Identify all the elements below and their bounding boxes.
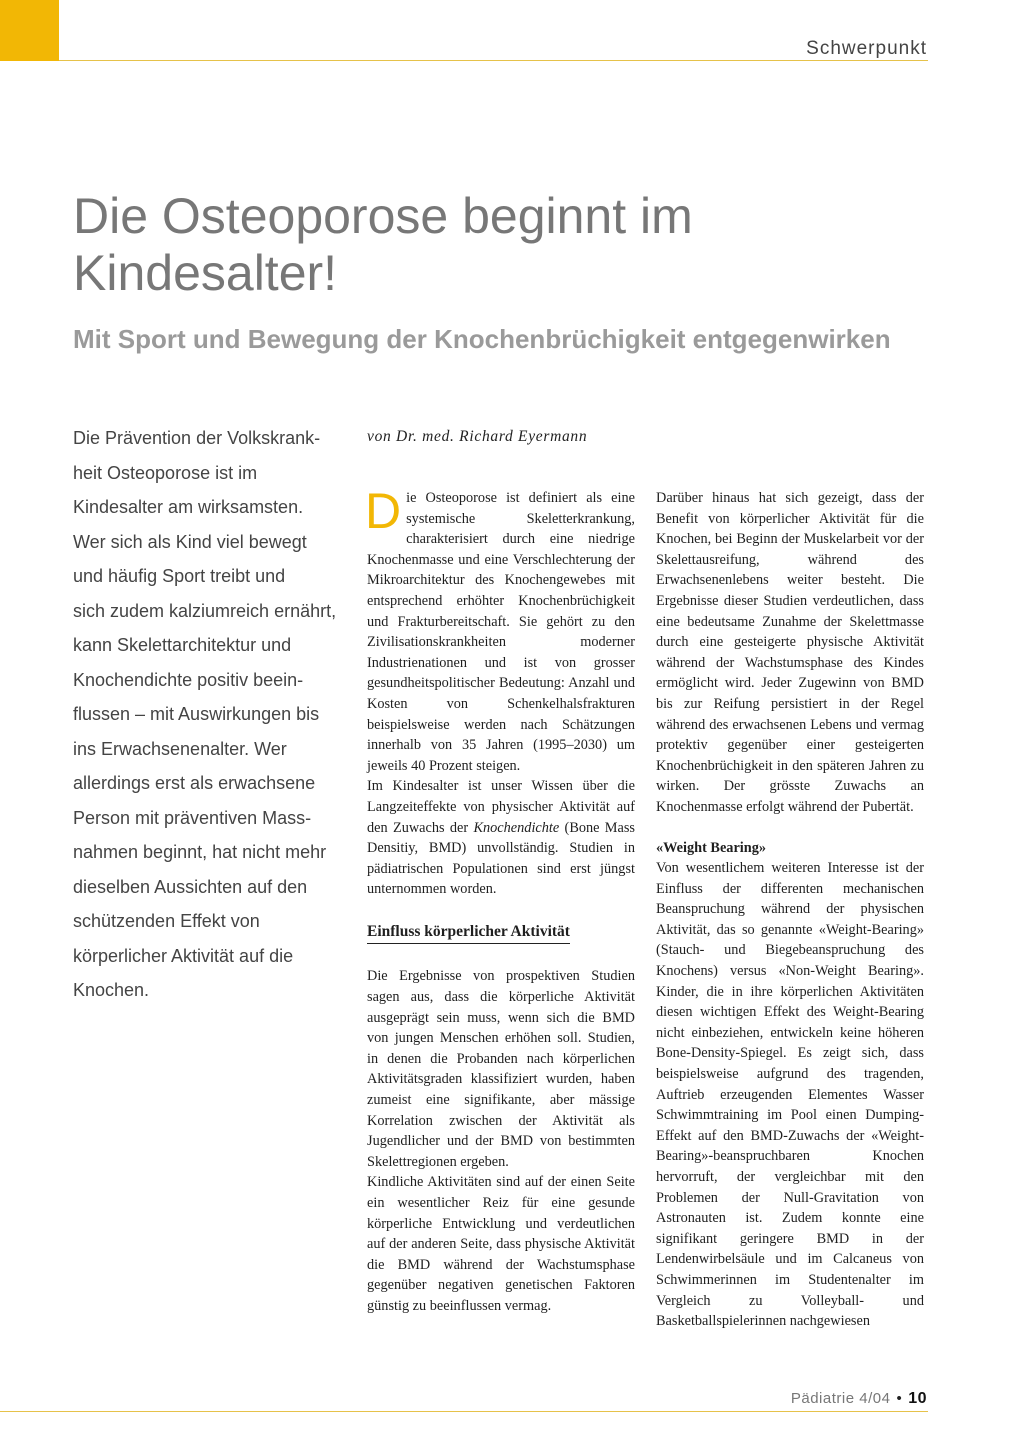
corner-accent-block	[0, 0, 59, 61]
journal-issue: Pädiatrie 4/04	[790, 1390, 891, 1407]
article-subtitle: Mit Sport und Bewegung der Knochenbrüchigkeit entgegenwirken	[73, 324, 891, 354]
body-paragraph: Darüber hinaus hat sich gezeigt, dass der Benefit von körperlicher Aktivität für die Knochen, bei Beginn der Muskelarbeit vor der Skelettausreifung, während des Erwachsenenlebens weiter besteht. Die Ergebnisse dieser Studien verdeutlichen, dass eine bedeutsame Zunahme der Skelettmasse durch eine gesteigerte physische Aktivität während der Wachstumsphase des Kindes ermöglicht wird. Jeder Zugewinn von BMD bis zur Reifung persistiert in der Regel während des erwachsenen Lebens und vermag protektiv gegenüber einer gesteigerten Knochenbrüchigkeit in den späteren Jahren zu wirken. Der grösste Zuwachs an Knochenmasse erfolgt während der Pubertät.	[656, 490, 924, 815]
intro-line: allerdings erst als erwachsene	[73, 773, 316, 793]
section-label: Schwerpunkt	[806, 38, 927, 59]
article-title: Die Osteoporose beginnt im Kindesalter!	[73, 188, 693, 301]
intro-line: und häufig Sport treibt und	[73, 566, 286, 586]
article-column-middle	[365, 483, 635, 1317]
intro-line: Person mit präventiven Mass-	[73, 807, 312, 828]
page-number: 10	[908, 1390, 927, 1407]
intro-line: Kindesalter am wirksamsten.	[73, 497, 304, 517]
section-heading: «Weight Bearing»	[656, 839, 767, 856]
footer-rule	[0, 1411, 928, 1412]
body-paragraph: Die Ergebnisse von prospektiven Studien sagen aus, dass die körperliche Aktivität ausgeprägt sein muss, wenn sich die BMD von jungen Menschen erhöhen soll. Studien, in denen die Probanden nach körperlichen Aktivitätsgraden klassifiziert wurden, haben zumeist eine signifikante, aber mässige Korrelation zwischen der Aktivität als Jugendlicher und der BMD von bestimmten Skelettregionen ergeben.	[367, 968, 635, 1170]
intro-line: heit Osteoporose ist im	[73, 462, 258, 483]
drop-cap: D	[365, 483, 402, 539]
intro-line: kann Skelettarchitektur und	[73, 635, 292, 655]
body-paragraph: Im Kindesalter ist unser Wissen über die Langzeiteffekte von physischer Aktivität auf den Zuwachs der Knochendichte (Bone Mass Densitiy, BMD) unvollständig. Studien in pädiatrischen Populationen sind erst jüngst unternommen worden.	[367, 778, 635, 898]
article-column-right	[656, 488, 924, 1332]
emphasis-term: Knochendichte	[473, 819, 560, 836]
page-footer	[791, 1390, 927, 1408]
bullet-separator: •	[896, 1390, 903, 1407]
intro-line: Die Prävention der Volkskrank-	[73, 428, 321, 448]
author-byline: von Dr. med. Richard Eyermann	[367, 428, 588, 445]
body-paragraph: Kindliche Aktivitäten sind auf der einen Seite ein wesentlicher Reiz für eine gesunde körperliche Entwicklung und verdeutlichen auf der anderen Seite, dass physische Aktivität die BMD während der Wachstumsphase gegenüber negativen genetischen Faktoren günstig zu beeinflussen vermag.	[367, 1174, 635, 1314]
body-paragraph: Die Osteoporose ist definiert als eine systemische Skeletterkrankung, charakterisiert durch eine niedrige Knochenmasse und eine Verschlechterung der Mikroarchitektur des Knochengewebes mit entsprechend erhöhter Knochenbrüchigkeit und Frakturbereitschaft. Sie gehört zu den Zivilisationskrankheiten moderner Industrienationen und ist von grosser gesundheitspolitischer Bedeutung: Anzahl und Kosten von Schenkelhalsfrakturen beispielsweise werden nach Schätzungen innerhalb von 35 Jahren (1995–2030) um jeweils 40 Prozent steigen.	[365, 483, 635, 774]
intro-text	[73, 421, 348, 1008]
intro-line: ins Erwachsenenalter. Wer	[73, 738, 287, 759]
intro-line: körperlicher Aktivität auf die	[73, 945, 294, 966]
header-rule	[59, 60, 928, 61]
intro-line: sich zudem kalziumreich ernährt,	[73, 600, 337, 621]
intro-line: Knochen.	[73, 980, 150, 1000]
intro-line: nahmen beginnt, hat nicht mehr	[73, 842, 327, 862]
intro-line: dieselben Aussichten auf den	[73, 876, 308, 897]
section-heading: Einfluss körperlicher Aktivität	[367, 922, 570, 945]
intro-line: flussen – mit Auswirkungen bis	[73, 704, 320, 724]
intro-line: schützenden Effekt von	[73, 911, 260, 931]
intro-line: Wer sich als Kind viel bewegt	[73, 531, 307, 552]
intro-line: Knochendichte positiv beein-	[73, 669, 304, 690]
body-paragraph: Von wesentlichem weiteren Interesse ist der Einfluss der differenten mechanischen Beanspruchung während der physischen Aktivität, das so genannte «Weight-Bearing» (Stauch- und Biegebeanspruchung des Knochens) versus «Non-Weight Bearing». Kinder, die in ihre körperlichen Aktivitäten diesen wichtigen Effekt des Weight-Bearing nicht einbeziehen, entwickeln keine höheren Bone-Density-Spiegel. Es zeigt sich, dass beispielsweise aufgrund des tragenden, Auftrieb erzeugenden Elementes Wasser Schwimmtraining im Pool einen Dumping-Effekt auf den BMD-Zuwachs der «Weight-Bearing»-beanspruchbaren Knochen hervorruft, der vergleichbar mit den Problemen der Null-Gravitation von Astronauten ist. Zudem konnte eine signifikant geringere BMD in der Lendenwirbelsäule und im Calcaneus von Schwimmerinnen im Studentenalter im Vergleich zu Volleyball- und Basketballspielerinnen nachgewiesen	[656, 860, 924, 1330]
